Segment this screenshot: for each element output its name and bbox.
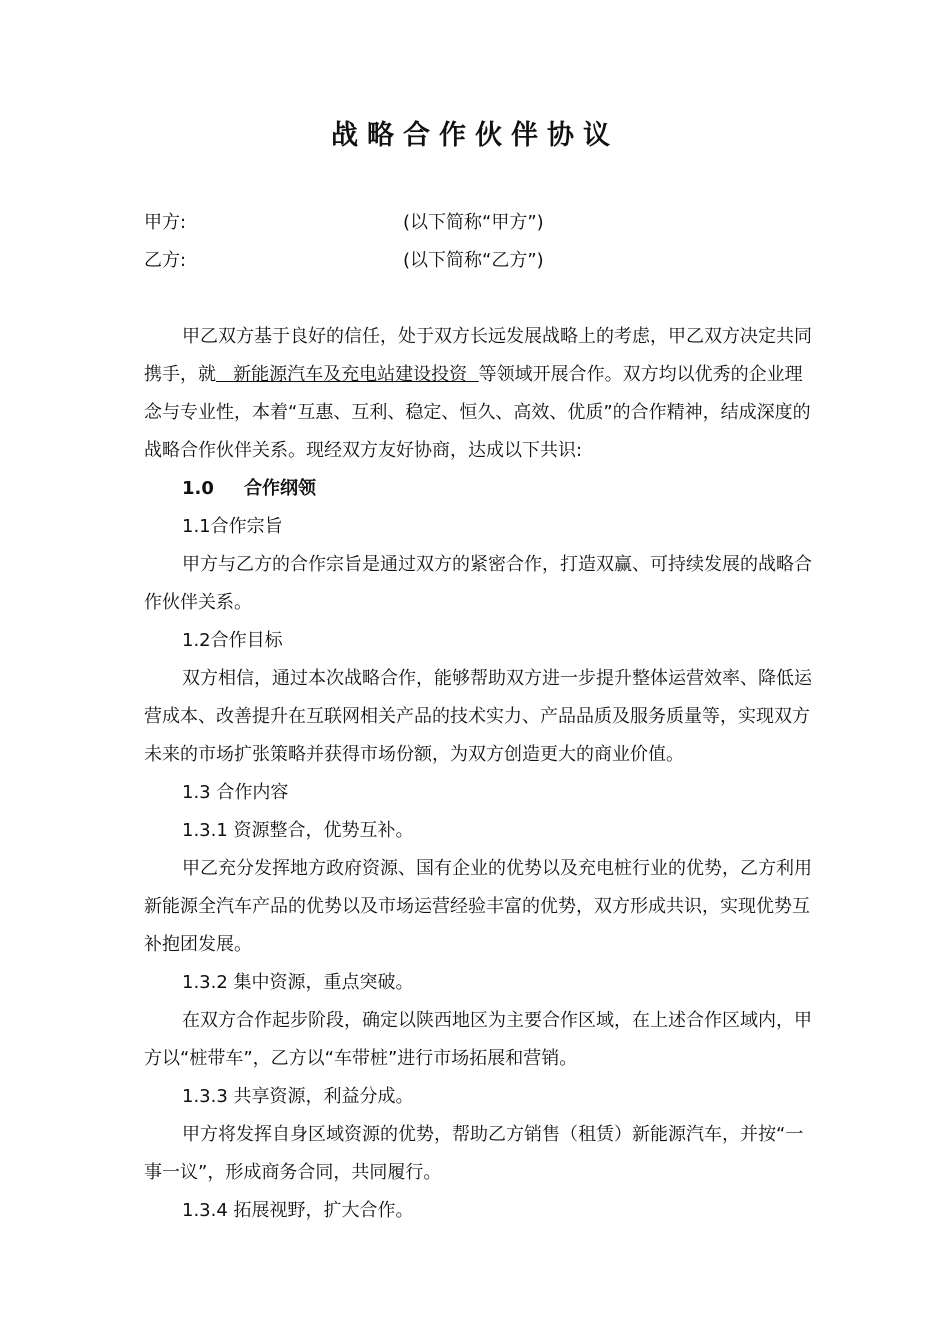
- document-body: [144, 318, 820, 1230]
- intro-text-after: 等领域开展合作。双方均以优秀的企业理念与专业性，本着“互惠、互利、稳定、恒久、高效、优质”的合作精神，结成深度的战略合作伙伴关系。现经双方友好协商，达成以下共识:: [144, 364, 811, 461]
- subsection-1-3-2-text: 在双方合作起步阶段，确定以陕西地区为主要合作区域，在上述合作区域内，甲方以“桩带车”，乙方以“车带桩”进行市场拓展和营销。: [144, 1010, 812, 1069]
- cooperation-field: 新能源汽车及充电站建设投资: [233, 364, 468, 385]
- subsection-1-3-heading: 1.3 合作内容: [182, 782, 289, 803]
- subsection-1-3-1-text: 甲乙充分发挥地方政府资源、国有企业的优势以及充电桩行业的优势，乙方利用新能源全汽车产品的优势以及市场运营经验丰富的优势，双方形成共识，实现优势互补抱团发展。: [144, 858, 812, 955]
- party-a-line: [144, 211, 544, 235]
- subsection-1-1-heading: 1.1合作宗旨: [182, 516, 283, 537]
- subsection-1-3-3-heading: 1.3.3 共享资源，利益分成。: [182, 1086, 414, 1107]
- document-title: 战略合作伙伴协议: [331, 120, 619, 151]
- section-title: 合作纲领: [244, 478, 316, 499]
- subsection-1-2-heading: 1.2合作目标: [182, 630, 283, 651]
- subsection-1-1-text: 甲方与乙方的合作宗旨是通过双方的紧密合作，打造双赢、可持续发展的战略合作伙伴关系。: [144, 554, 812, 613]
- intro-text-before: 甲乙双方基于良好的信任，处于双方长远发展战略上的考虑，甲乙双方决定共同携手，就: [144, 326, 812, 385]
- subsection-1-3-3-text: 甲方将发挥自身区域资源的优势，帮助乙方销售（租赁）新能源汽车，并按“一事一议”，形成商务合同，共同履行。: [144, 1124, 804, 1183]
- subsection-1-2-text: 双方相信，通过本次战略合作，能够帮助双方进一步提升整体运营效率、降低运营成本、改善提升在互联网相关产品的技术实力、产品品质及服务质量等，实现双方未来的市场扩张策略并获得市场份额，为双方创造更大的商业价值。: [144, 668, 812, 765]
- section-heading: [144, 470, 820, 508]
- subsection-1-3-2-heading: 1.3.2 集中资源，重点突破。: [182, 972, 414, 993]
- section-number: 1.0: [182, 478, 214, 499]
- party-b-line: [144, 249, 544, 273]
- intro-paragraph: [144, 318, 820, 470]
- party-b-label: 乙方:: [144, 250, 187, 271]
- subsection-1-3-1-heading: 1.3.1 资源整合，优势互补。: [182, 820, 414, 841]
- subsection-1-3-4-heading: 1.3.4 拓展视野，扩大合作。: [182, 1200, 414, 1221]
- party-a-note: (以下简称“甲方”): [403, 212, 544, 233]
- party-b-note: (以下简称“乙方”): [403, 250, 544, 271]
- party-a-label: 甲方:: [144, 212, 187, 233]
